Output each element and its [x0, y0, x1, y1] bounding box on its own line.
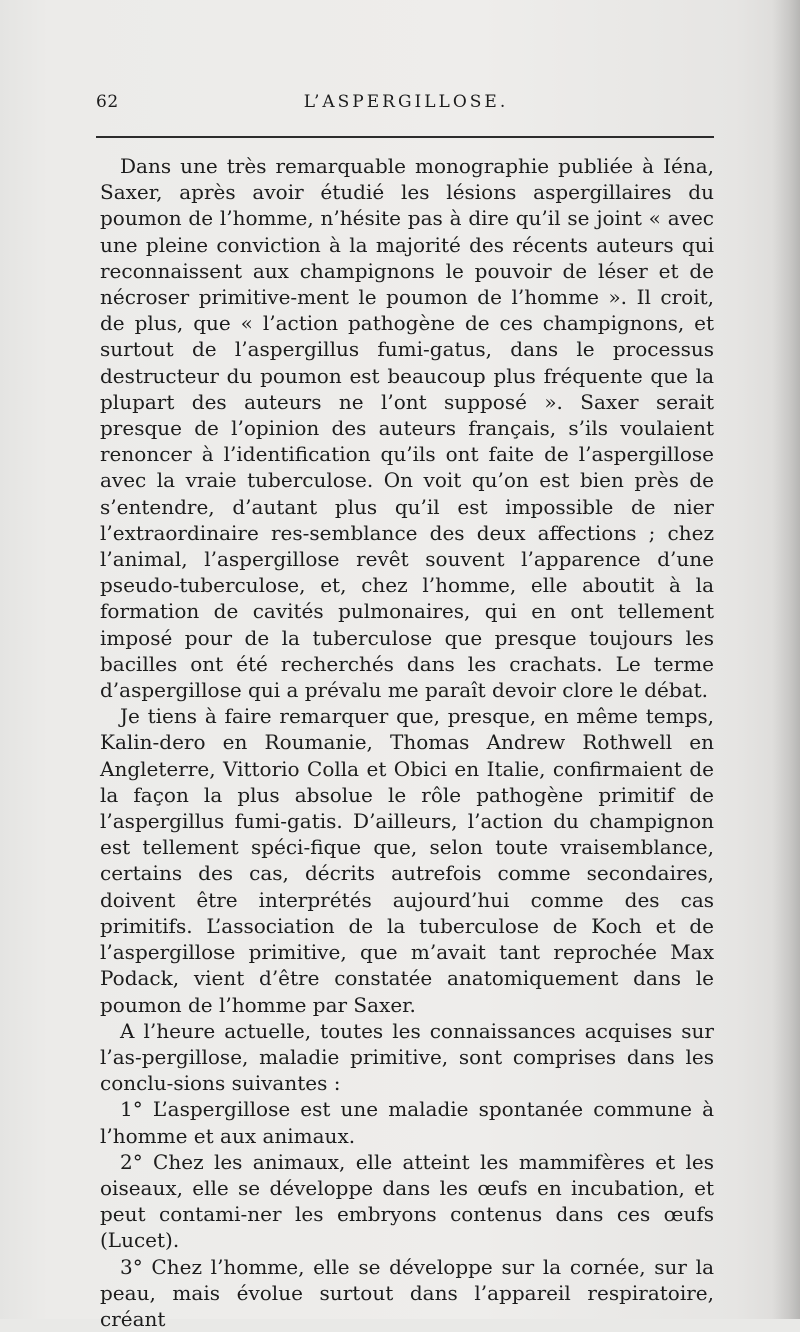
running-title: L’ASPERGILLOSE.	[303, 92, 509, 112]
header-rule	[96, 136, 714, 138]
paragraph-saxer-monograph: Dans une très remarquable monographie publiée à Iéna, Saxer, après avoir étudié les lésions aspergillaires du poumon de l’homme, n’hésite pas à dire qu’il se joint « avec une pleine conviction à la majorité des récents auteurs qui reconnaissent aux champignons le pouvoir de léser et de nécroser primitive-ment le poumon de l’homme ». Il croit, de plus, que « l’action pathogène de ces champignons, et surtout de l’aspergillus fumi-gatus, dans le processus destructeur du poumon est beaucoup plus fréquente que la plupart des auteurs ne l’ont supposé ». Saxer serait presque de l’opinion des auteurs français, s’ils voulaient renoncer à l’identification qu’ils ont faite de l’aspergillose avec la vraie tuberculose. On voit qu’on est bien près de s’entendre, d’autant plus qu’il est impossible de nier l’extraordinaire res-semblance des deux affections ; chez l’animal, l’aspergillose revêt souvent l’apparence d’une pseudo-tuberculose, et, chez l’homme, elle aboutit à la formation de cavités pulmonaires, qui en ont tellement imposé pour de la tuberculose que presque toujours les bacilles ont été recherchés dans les crachats. Le terme d’aspergillose qui a prévalu me paraît devoir clore le débat.	[100, 154, 714, 703]
paragraph-conclusions-intro: A l’heure actuelle, toutes les connaissances acquises sur l’as-pergillose, maladie primitive, sont comprises dans les conclu-sions suivantes :	[100, 1018, 714, 1096]
page-header	[96, 92, 716, 120]
page-edge-shadow	[772, 0, 800, 1319]
conclusion-item-2: 2° Chez les animaux, elle atteint les mammifères et les oiseaux, elle se développe dans les œufs en incubation, et peut contami-ner les embryons contenus dans ces œufs (Lucet).	[100, 1149, 714, 1253]
paragraph-contemporary-confirmations: Je tiens à faire remarquer que, presque, en même temps, Kalin-dero en Roumanie, Thomas Andrew Rothwell en Angleterre, Vittorio Colla et Obici en Italie, confirmaient de la façon la plus absolue le rôle pathogène primitif de l’aspergillus fumi-gatis. D’ailleurs, l’action du champignon est tellement spéci-fique que, selon toute vraisemblance, certains des cas, décrits autrefois comme secondaires, doivent être interprétés aujourd’hui comme des cas primitifs. L’association de la tuberculose de Koch et de l’aspergillose primitive, que m’avait tant reprochée Max Podack, vient d’être constatée anatomiquement dans le poumon de l’homme par Saxer.	[100, 704, 714, 1017]
conclusion-item-1: 1° L’aspergillose est une maladie spontanée commune à l’homme et aux animaux.	[100, 1097, 714, 1148]
conclusion-item-3: 3° Chez l’homme, elle se développe sur la cornée, sur la peau, mais évolue surtout dans l’appareil respiratoire, créant	[100, 1254, 714, 1331]
page-number: 62	[96, 92, 119, 112]
body-text	[100, 153, 714, 1332]
